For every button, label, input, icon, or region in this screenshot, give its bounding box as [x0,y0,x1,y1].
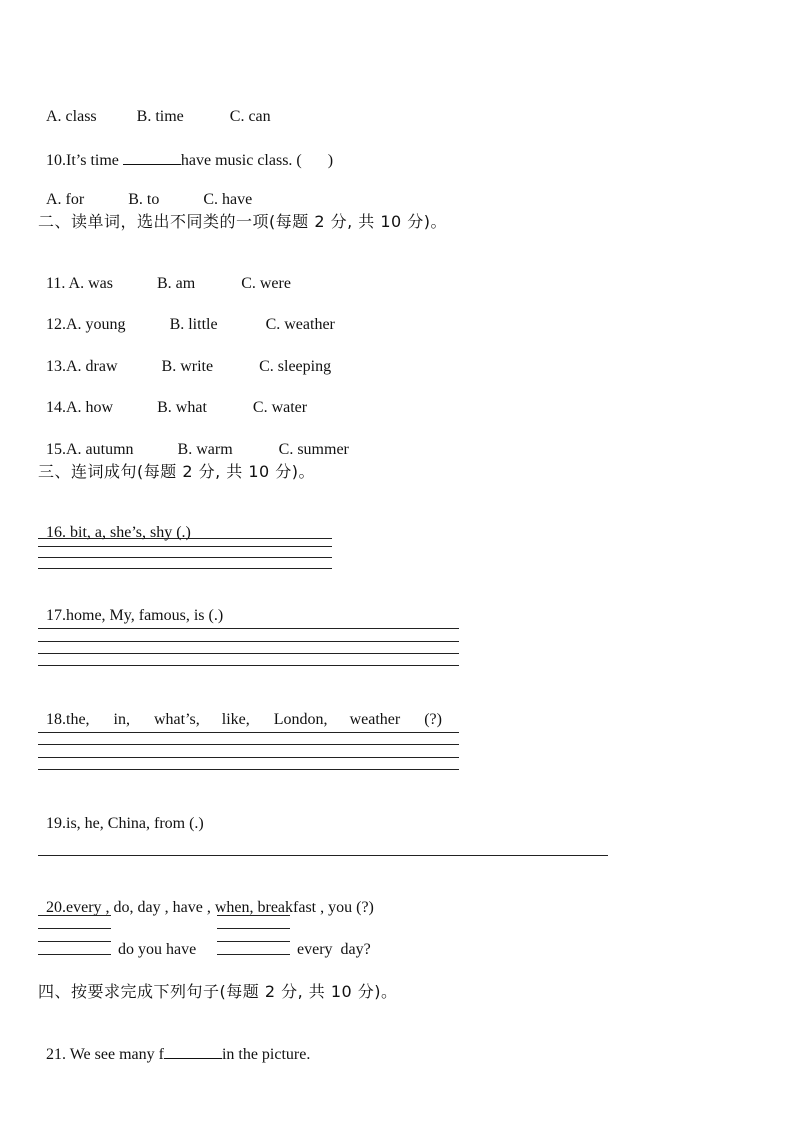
answer-line [38,744,459,745]
q10-text-pre: It’s time [66,152,123,169]
q14-row [38,378,307,418]
q21-number: 21 [46,1046,62,1063]
q20-end-text: every day? [297,941,371,958]
q20-mid-text: do you have [118,941,197,958]
q11-option-c: C. were [241,275,291,292]
q15-option-a: .A. autumn [62,441,134,458]
q11-option-a: . A. was [61,275,113,292]
q17-prompt [38,586,223,626]
q13-number: 13 [46,358,62,375]
q9-option-a: A. class [46,108,97,125]
q10-options [38,170,252,210]
answer-line [38,665,459,666]
q10-option-a: A. for [46,191,85,208]
answer-line [217,954,290,955]
q14-option-a: .A. how [62,399,114,416]
q18-prompt [38,690,442,730]
q18-word: weather [349,711,401,728]
q20-text: .every , do, day , have , when, breakfast , you (?) [62,899,374,916]
q10-number: 10. [46,152,66,169]
q18-word: what’s, [154,711,200,728]
q14-option-b: B. what [157,399,207,416]
q17-number: 17 [46,607,62,624]
q10-option-b: B. to [128,191,160,208]
q18-word: (?) [424,711,442,728]
q10-option-c: C. have [203,191,253,208]
q18-word: in, [113,711,130,728]
q15-option-b: B. warm [177,441,233,458]
answer-line [38,653,459,654]
section-4-heading: 四、按要求完成下列句子(每题 2 分, 共 10 分)。 [38,982,398,1001]
q17-text: .home, My, famous, is (.) [62,607,224,624]
q13-option-b: B. write [161,358,214,375]
q18-word: like, [221,711,250,728]
q12-option-b: B. little [169,316,218,333]
q15-row [38,420,349,460]
q9-option-c: C. can [229,108,271,125]
q15-number: 15 [46,441,62,458]
answer-line [38,732,459,733]
q11-row [38,254,291,294]
q18-number: 18 [46,711,62,728]
q10-text-post: have music class. ( [180,152,302,169]
q13-option-a: .A. draw [62,358,118,375]
q9-options [38,87,271,127]
q10-question [38,129,333,171]
q10-blank[interactable] [123,149,181,165]
answer-line [38,941,111,942]
q16-text: . bit, a, she’s, shy (.) [62,524,191,541]
q14-number: 14 [46,399,62,416]
answer-line [38,557,332,558]
q18-word: London, [273,711,328,728]
q18-word: .the, [62,711,90,728]
q10-close-paren: ) [327,152,334,169]
q9-option-b: B. time [136,108,184,125]
q19-prompt [38,794,204,834]
q21-question [38,1023,310,1065]
answer-line [38,538,332,539]
q19-answer-line[interactable] [38,855,608,856]
answer-line [38,757,459,758]
answer-line [38,954,111,955]
q21-text-pre: . We see many f [62,1046,164,1063]
q15-option-c: C. summer [278,441,349,458]
answer-line [217,928,290,929]
answer-line [38,628,459,629]
q19-number: 19 [46,815,62,832]
q12-option-c: C. weather [265,316,335,333]
answer-line [38,928,111,929]
q11-number: 11 [46,275,62,292]
answer-line [38,546,332,547]
answer-line [38,769,459,770]
q12-option-a: .A. young [62,316,126,333]
q19-text: .is, he, China, from (.) [62,815,204,832]
q20-prompt [38,878,374,918]
answer-line [38,641,459,642]
q12-number: 12 [46,316,62,333]
q13-row [38,337,331,377]
q11-option-b: B. am [156,275,196,292]
section-3-heading: 三、连词成句(每题 2 分, 共 10 分)。 [38,462,316,481]
answer-line [38,915,111,916]
q16-prompt [38,503,191,543]
q21-text-post: in the picture. [221,1046,311,1063]
q14-option-c: C. water [252,399,308,416]
q21-blank[interactable] [164,1043,222,1059]
answer-line [217,915,290,916]
section-2-heading: 二、读单词，选出不同类的一项(每题 2 分, 共 10 分)。 [38,212,448,231]
q13-option-c: C. sleeping [259,358,332,375]
q12-row [38,295,335,335]
q16-number: 16 [46,524,62,541]
answer-line [217,941,290,942]
answer-line [38,568,332,569]
q20-number: 20 [46,899,62,916]
